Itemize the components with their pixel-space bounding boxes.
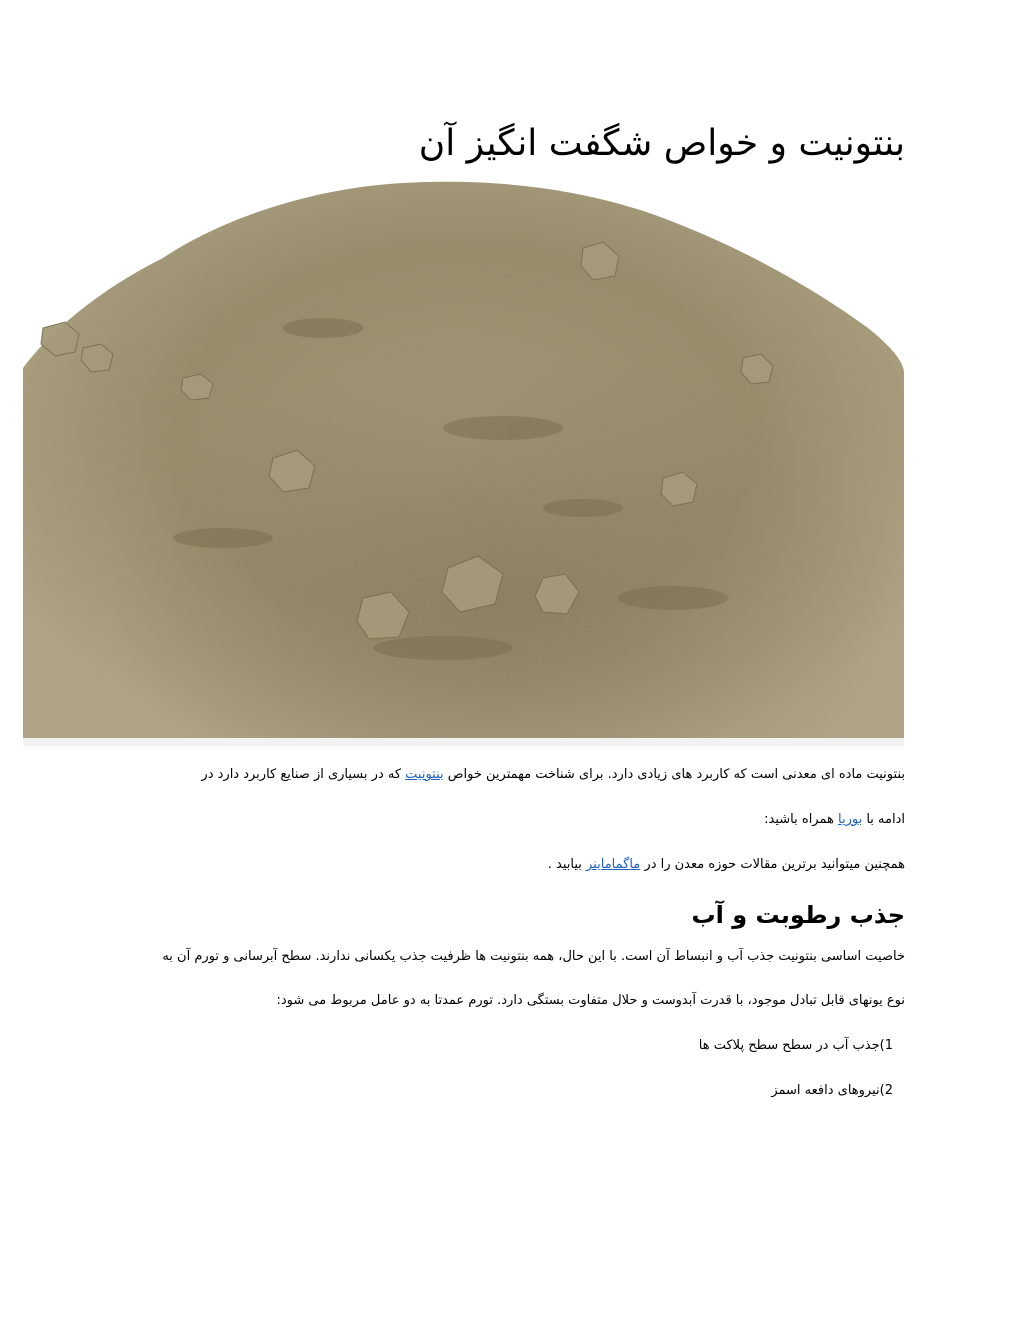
bentonite-powder-image	[23, 178, 904, 746]
intro-paragraph-line-3	[135, 856, 905, 874]
list-item	[771, 1082, 893, 1100]
list-item-number: 2)	[879, 1083, 893, 1098]
page-title: بنتونیت و خواص شگفت انگیز آن	[418, 123, 905, 164]
link-booria[interactable]: بوریا	[838, 812, 863, 827]
list-item-number: 1)	[879, 1038, 893, 1053]
link-magmaminer[interactable]: ماگماماینر	[586, 857, 641, 872]
link-bentonite[interactable]: بنتونیت	[405, 767, 444, 782]
list-item-text: جذب آب در سطح سطح پلاکت ها	[698, 1038, 880, 1053]
list-item	[699, 1037, 893, 1055]
intro-paragraph-line-2	[135, 811, 905, 829]
intro-text-2a: ادامه با	[862, 812, 905, 827]
intro-text-3a: همچنین میتوانید برترین مقالات حوزه معدن را در	[640, 857, 905, 872]
intro-text-1a: بنتونیت ماده ای معدنی است که کاربرد های زیادی دارد. برای شناخت مهمترین خواص	[443, 767, 905, 782]
intro-text-2b: همراه باشید:	[764, 812, 838, 827]
section-body-line-2: نوع یونهای قابل تبادل موجود، با قدرت آبدوست و حلال متفاوت بستگی دارد. تورم عمدتا به دو عامل مربوط می شود:	[276, 993, 905, 1008]
intro-text-3b: بیابید .	[547, 857, 587, 872]
section-heading: جذب رطوبت و آب	[691, 901, 905, 929]
list-item-text: نیروهای دافعه اسمز	[771, 1083, 880, 1098]
intro-text-1b: که در بسیاری از صنایع کاربرد دارد در	[201, 767, 406, 782]
intro-paragraph-line-1	[135, 766, 905, 784]
section-body-line-1: خاصیت اساسی بنتونیت جذب آب و انبساط آن است. با این حال، همه بنتونیت ها ظرفیت جذب یکسانی ندارند. سطح آبرسانی و تورم آن به	[162, 949, 905, 964]
